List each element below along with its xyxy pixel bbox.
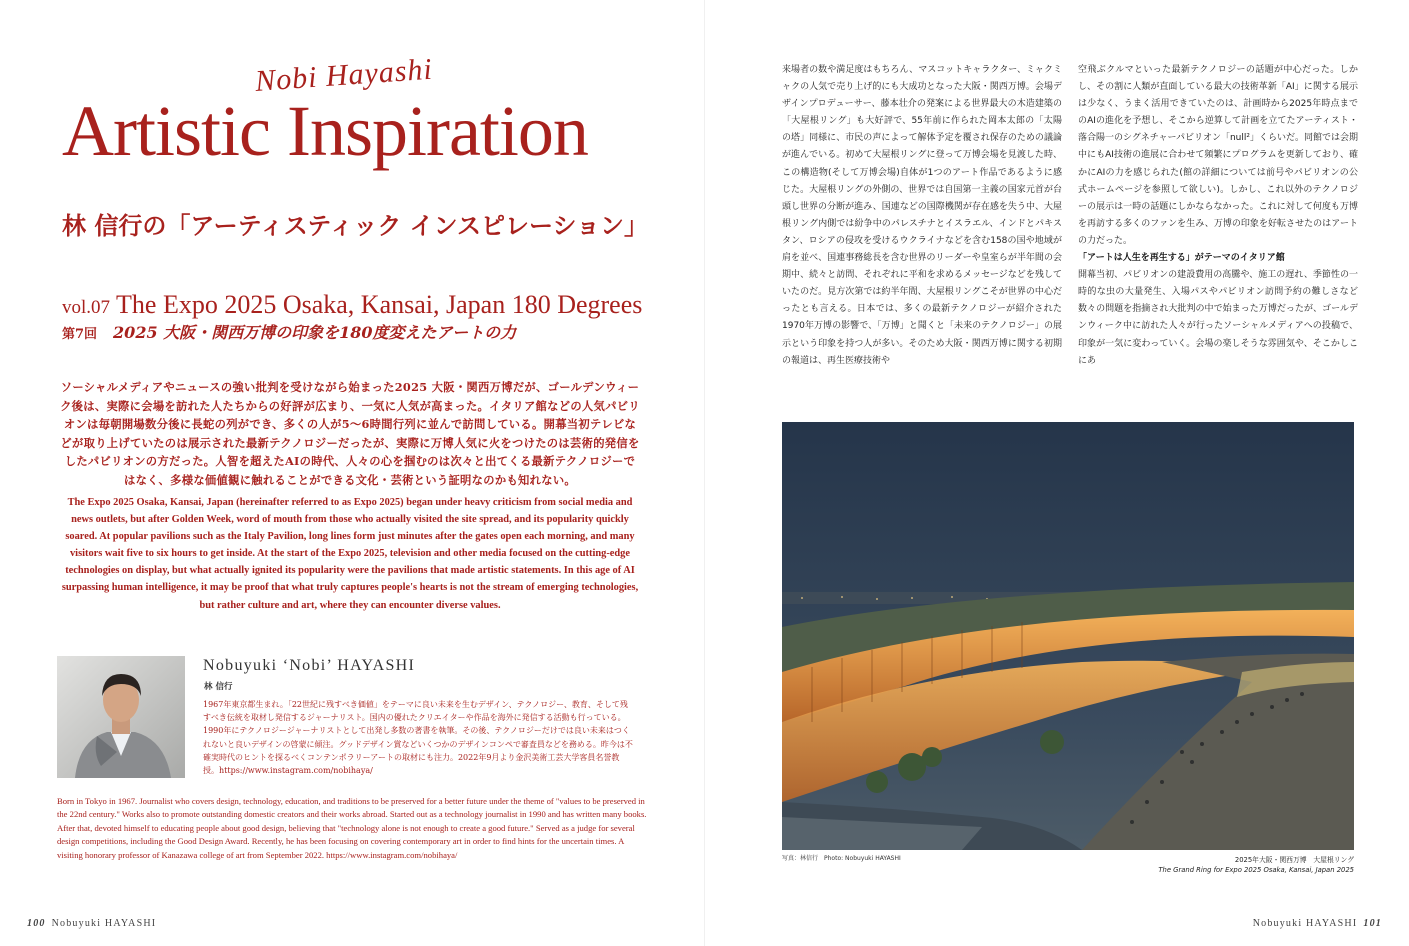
body-paragraph: 空飛ぶクルマといった最新テクノロジーの話題が中心だった。しかし、その割に人類が直面している最大の技術革新「AI」に関する展示は少なく、うまく活用できていたのは、計画時から2025年時点までのAIの進化を予想し、そこから逆算して計画を立てたアーティスト・落合陽一のシグネチャーパビリオン「null²」くらいだ。同館では会期中にもAI技術の進展に合わせて頻繁にプログラムを更新しており、確かにAIの力を感じられた(館の詳細については前号やパビリオンの公式ホームページを参照して欲しい)。しかし、これ以外のテクノロジーの展示は一時の話題にしかならなかった。これに対して何度も万博を再訪する多くのファンを生み、万博の印象を好転させたのはアートの力だった。 <box>1078 65 1358 246</box>
body-paragraph: 開幕当初、パビリオンの建設費用の高騰や、施工の遅れ、季節性の一時的な虫の大量発生、入場パスやパビリオン訪問予約の難しさなど数々の問題を指摘され大批判の中で始まった万博だったが、ゴールデンウィーク中に訪れた人々が行ったソーシャルメディアへの投稿で、印象が一気に変わっていく。会場の楽しそうな雰囲気や、そこかしこにあ <box>1078 270 1358 366</box>
photo-caption-en: The Grand Ring for Expo 2025 Osaka, Kansai, Japan 2025 <box>1158 866 1354 874</box>
folio-right <box>1253 918 1382 929</box>
column-title-jp: 林 信行の「アーティスティック インスピレーション」 <box>62 211 648 240</box>
script-author-name: Nobi Hayashi <box>254 52 434 98</box>
page-gutter <box>704 0 705 946</box>
body-column-1 <box>782 62 1062 370</box>
folio-left <box>27 918 156 929</box>
page-number-left: 100 <box>27 918 46 929</box>
photo-credit: 写真：林信行 Photo: Nobuyuki HAYASHI <box>782 855 901 862</box>
lead-paragraph-en: The Expo 2025 Osaka, Kansai, Japan (hereinafter referred to as Expo 2025) began under heavy criticism from social media and news outlets, but after Golden Week, word of mouth from those who actually visited the site spread, and its popularity quickly soared. At popular pavilions such as the Italy Pavilion, long lines form just minutes after the gates open each morning, and many visitors wait five to six hours to get inside. At the start of the Expo 2025, television and other media focused on the cutting-edge technologies on display, but what actually ignited its popularity were the pavilions that made artistic statements. In this age of AI surpassing human intelligence, it may be proof that what truly captures people's hearts is not the stream of emerging technologies, but rather culture and art, where they can encounter diverse values. <box>61 497 639 611</box>
author-bio-jp: 1967年東京都生まれ。「22世紀に残すべき価値」をテーマに良い未来を生むデザイン、テクノロジー、教育、そして残すべき伝統を取材し発信するジャーナリスト。国内の優れたクリエイターや作品を海外に発信する活動も行っている。1990年にテクノロジージャーナリストとして出発し多数の著書を執筆。その後、テクノロジーだけでは良い未来はつくれないと良いデザインの啓蒙に傾注。グッドデザイン賞などいくつかのデザインコンペで審査員などを務める。昨今は不確実時代のヒントを探るべくコンテンポラリーアートの取材にも注力。2022年9月より金沢美術工芸大学客員名誉教授。https://www.instagram.com/nobihaya/ <box>203 700 633 776</box>
page-number-right: 101 <box>1363 918 1382 929</box>
column-title: Artistic Inspiration <box>62 91 588 171</box>
author-bio-en: Born in Tokyo in 1967. Journalist who covers design, technology, education, and traditions to be preserved for a better future under the theme of "values to be preserved in the 22nd century." Works also to promote outstanding domestic creators and their works abroad. Started out as a technology journalist in 1990 and has written many books. After that, devoted himself to educating people about good design, believing that "technology alone is not enough to create a good future." Served as a judge for several design competitions, including the Good Design Award. Recently, he has been focusing on covering contemporary art in order to find hints for the uncertain times. A visiting honorary professor of Kanazawa college of art from September 2022. https://www.instagram.com/nobihaya/ <box>57 796 647 860</box>
episode-number: vol.07 <box>62 297 111 318</box>
episode-title <box>62 290 652 320</box>
body-column-2 <box>1078 62 1358 370</box>
grand-ring-photo <box>782 422 1354 850</box>
episode-title-jp: 2025 大阪・関西万博の印象を180度変えたアートの力 <box>113 323 517 342</box>
photo-caption-jp: 2025年大阪・関西万博 大屋根リング <box>1234 856 1354 864</box>
section-heading: 「アートは人生を再生する」がテーマのイタリア館 <box>1078 253 1285 264</box>
body-paragraph: 来場者の数や満足度はもちろん、マスコットキャラクター、ミャクミャクの人気で売り上げ的にも大成功となった大阪・関西万博。会場デザインプロデューサー、藤本壮介の発案による世界最大の木造建築の「大屋根リング」も大好評で、55年前に作られた岡本太郎の「太陽の塔」同様に、市民の声によって解体予定を覆され保存のための議論が進んでいる。初めて大屋根リングに登って万博会場を見渡した時、この構造物(そして万博会場)自体が1つのアート作品であるように感じた。大屋根リングの外側の、世界では自国第一主義の国家元首が台頭し世界の分断が進み、国連などの国際機関が存在感を失う中、大屋根リング内側では紛争中のパレスチナとイスラエル、インドとパキスタン、ロシアの侵攻を受けるウクライナなどを含む158の国や地域が肩を並べ、国連事務総長を含む世界のリーダーや皇室らが半年間の会期中、続々と訪問、それぞれに平和を求めるメッセージなどを残していたのだ。見方次第では約半年間、大屋根リングこそが世界の中心だったとも言える。日本では、多くの最新テクノロジーが紹介された1970年万博の影響で、「万博」と聞くと「未来のテクノロジー」の展示という印象を持つ人が多い。そのため大阪・関西万博に関する初期の報道は、再生医療技術や <box>782 65 1062 366</box>
episode-title-text: The Expo 2025 Osaka, Kansai, Japan 180 Degrees <box>116 290 643 319</box>
episode-subtitle-jp <box>62 320 652 343</box>
running-footer-right: Nobuyuki HAYASHI <box>1252 918 1358 929</box>
author-portrait <box>57 656 185 778</box>
author-name-jp: 林 信行 <box>204 682 233 692</box>
running-footer-left: Nobuyuki HAYASHI <box>51 918 157 929</box>
photo-caption <box>1100 855 1354 875</box>
lead-paragraph-jp: ソーシャルメディアやニュースの強い批判を受けながら始まった2025 大阪・関西万博だが、ゴールデンウィーク後は、実際に会場を訪れた人たちからの好評が広まり、一気に人気が高まった。イタリア館などの人気パビリオンは毎朝開場数分後に長蛇の列ができ、多くの人が5～6時間行列に並んで訪問している。開幕当初テレビなどが取り上げていたのは展示された最新テクノロジーだったが、実際に万博人気に火をつけたのは芸術的発信をしたパビリオンの方だった。人智を超えたAIの時代、人々の心を掴むのは次々と出てくる最新テクノロジーではなく、多様な価値観に触れることができる文化・芸術という証明なのかも知れない。 <box>60 380 640 487</box>
author-name: Nobuyuki ‘Nobi’ HAYASHI <box>203 657 416 674</box>
episode-number-jp: 第7回 <box>62 327 98 342</box>
